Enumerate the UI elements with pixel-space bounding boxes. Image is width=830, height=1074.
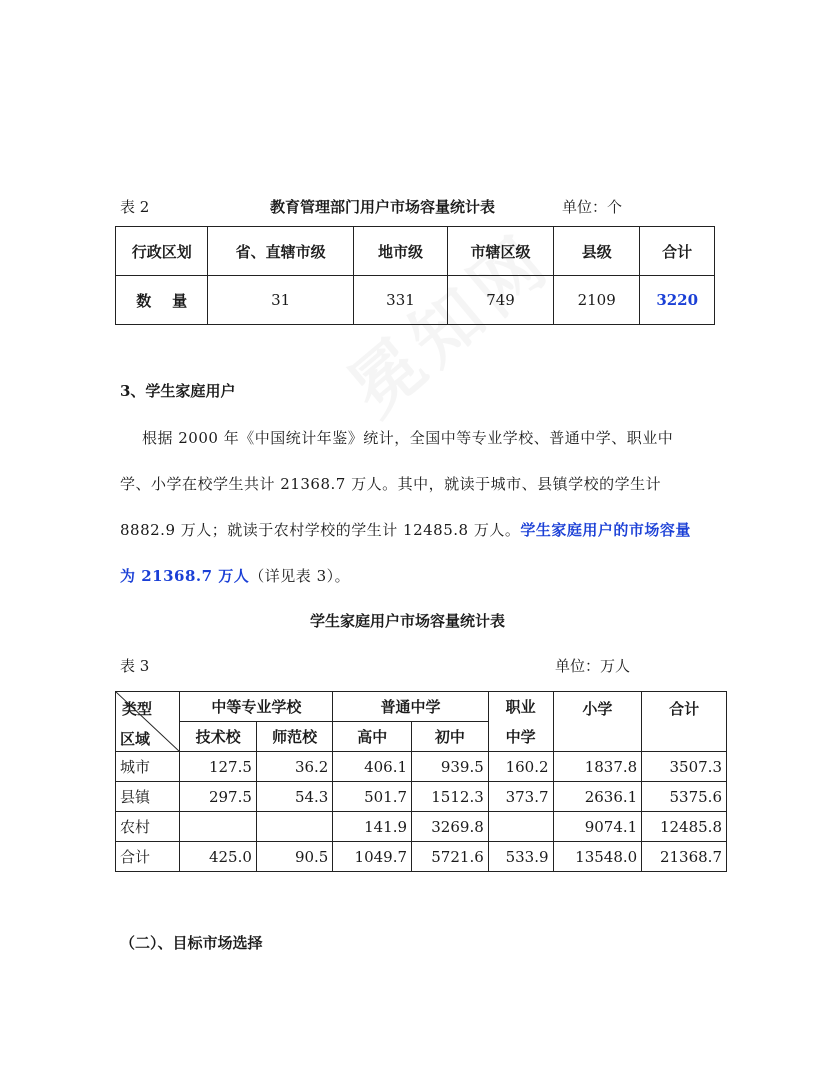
table3-header-row <box>116 692 727 722</box>
para-line-4 <box>120 553 720 599</box>
para-line-3 <box>120 507 720 553</box>
table3-unit: 单位：万人 <box>555 657 631 675</box>
table3-sub-header: 技术校 <box>180 722 257 752</box>
table-row <box>116 842 727 872</box>
table-cell <box>488 812 553 842</box>
table-cell: 406.1 <box>333 752 412 782</box>
row-label: 农村 <box>116 812 180 842</box>
table-cell: 12485.8 <box>642 812 727 842</box>
para-highlight-2: 为 21368.7 万人 <box>120 567 250 585</box>
table-row <box>116 782 727 812</box>
table-cell: 1837.8 <box>553 752 642 782</box>
table3-label: 表 3 <box>120 657 150 675</box>
table-cell: 13548.0 <box>553 842 642 872</box>
table3-title: 学生家庭用户市场容量统计表 <box>310 612 506 630</box>
table3 <box>115 691 727 872</box>
row-label: 城市 <box>116 752 180 782</box>
table-cell: 2636.1 <box>553 782 642 812</box>
table3-group-header: 中等专业学校 <box>180 692 333 722</box>
table-cell: 5375.6 <box>642 782 727 812</box>
table2-row-label: 数 量 <box>116 276 208 325</box>
table-cell: 533.9 <box>488 842 553 872</box>
table2 <box>115 226 715 325</box>
table3-sub-header: 师范校 <box>256 722 332 752</box>
table-cell: 36.2 <box>256 752 332 782</box>
table2-cell: 2109 <box>554 276 640 325</box>
table3-group-header: 普通中学 <box>333 692 488 722</box>
table-cell: 1512.3 <box>412 782 489 812</box>
table2-header-row <box>116 227 715 276</box>
table2-header-cell: 市辖区级 <box>448 227 554 276</box>
table2-title: 教育管理部门用户市场容量统计表 <box>270 198 496 216</box>
table-cell: 160.2 <box>488 752 553 782</box>
table2-header-cell: 合计 <box>640 227 715 276</box>
table-cell: 373.7 <box>488 782 553 812</box>
section3-heading: 3、学生家庭用户 <box>120 382 236 400</box>
para-line-4-text: （详见表 3）。 <box>249 567 351 585</box>
table2-cell: 31 <box>208 276 353 325</box>
table2-row <box>116 276 715 325</box>
table2-header-cell: 地市级 <box>353 227 447 276</box>
table2-header-cell: 县级 <box>554 227 640 276</box>
table-cell <box>180 812 257 842</box>
table-cell: 54.3 <box>256 782 332 812</box>
table3-group-header: 小学 <box>553 692 642 752</box>
corner-top-label: 类型 <box>122 700 153 718</box>
table3-vocational-line2: 中学 <box>488 722 553 752</box>
table-cell: 3507.3 <box>642 752 727 782</box>
table2-total-cell: 3220 <box>640 276 715 325</box>
corner-bottom-label: 区域 <box>120 730 151 748</box>
table-cell: 939.5 <box>412 752 489 782</box>
table-cell: 90.5 <box>256 842 332 872</box>
table-row <box>116 752 727 782</box>
table-cell: 9074.1 <box>553 812 642 842</box>
table2-label: 表 2 <box>120 198 150 216</box>
table2-unit: 单位：个 <box>562 198 623 216</box>
table-cell <box>256 812 332 842</box>
table-cell: 1049.7 <box>333 842 412 872</box>
table3-group-header: 职业 <box>488 692 553 722</box>
table3-sub-header: 高中 <box>333 722 412 752</box>
table3-corner-cell <box>116 692 180 752</box>
table-cell: 5721.6 <box>412 842 489 872</box>
table3-group-header: 合计 <box>642 692 727 752</box>
table2-cell: 749 <box>448 276 554 325</box>
row-label: 合计 <box>116 842 180 872</box>
row-label: 县镇 <box>116 782 180 812</box>
table2-header-cell: 省、直辖市级 <box>208 227 353 276</box>
table-cell: 21368.7 <box>642 842 727 872</box>
para-line-2: 学、小学在校学生共计 21368.7 万人。其中，就读于城市、县镇学校的学生计 <box>120 475 662 493</box>
table2-cell: 331 <box>353 276 447 325</box>
para-line-1: 根据 2000 年《中国统计年鉴》统计，全国中等专业学校、普通中学、职业中 <box>142 429 674 447</box>
table2-header-cell: 行政区划 <box>116 227 208 276</box>
table-row <box>116 812 727 842</box>
para-highlight-1: 学生家庭用户的市场容量 <box>520 521 691 539</box>
section-next-heading: （二）、目标市场选择 <box>120 934 263 952</box>
table-cell: 425.0 <box>180 842 257 872</box>
para-line-3-text: 8882.9 万人；就读于农村学校的学生计 12485.8 万人。 <box>120 521 521 539</box>
table-cell: 501.7 <box>333 782 412 812</box>
table3-sub-header: 初中 <box>412 722 489 752</box>
table-cell: 127.5 <box>180 752 257 782</box>
table-cell: 3269.8 <box>412 812 489 842</box>
table-cell: 141.9 <box>333 812 412 842</box>
table-cell: 297.5 <box>180 782 257 812</box>
